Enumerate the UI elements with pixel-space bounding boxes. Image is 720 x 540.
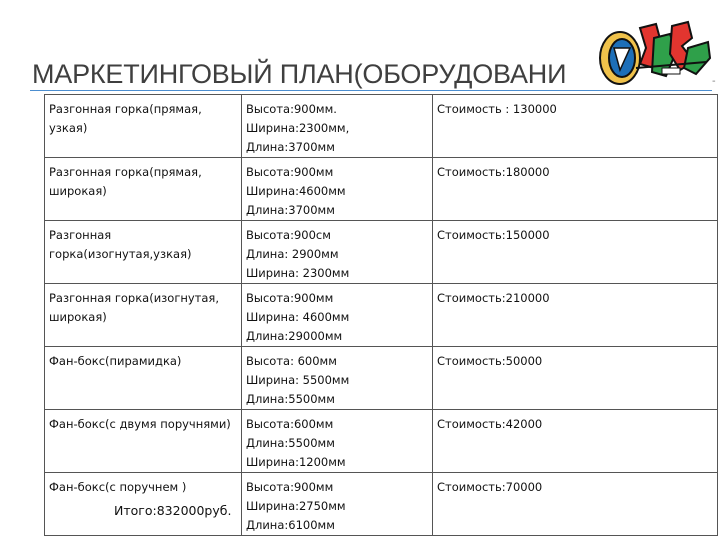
dimension-line: Ширина: 2300мм (246, 266, 350, 280)
dimension-line: Ширина:1200мм (246, 455, 346, 469)
graffiti-logo-icon (596, 18, 712, 90)
equipment-price: Стоимость:50000 (433, 347, 718, 410)
equipment-price: Стоимость : 130000 (433, 95, 718, 158)
dimension-line: Длина:29000мм (246, 329, 343, 343)
equipment-dimensions (242, 158, 433, 221)
dimension-line: Длина:5500мм (246, 436, 335, 450)
equipment-price: Стоимость:210000 (433, 284, 718, 347)
dimension-line: Ширина: 5500мм (246, 373, 350, 387)
dimension-line: Высота:900мм (246, 165, 334, 179)
table-row (45, 284, 718, 347)
equipment-name: Разгонная горка(изогнутая,узкая) (45, 221, 242, 284)
equipment-dimensions (242, 95, 433, 158)
dimension-line: Высота:900см (246, 228, 331, 242)
table-row (45, 158, 718, 221)
dimension-line: Ширина:2300мм, (246, 121, 350, 135)
equipment-dimensions (242, 347, 433, 410)
dimension-line: Ширина: 4600мм (246, 310, 350, 324)
equipment-table (44, 94, 718, 536)
dimension-line: Высота: 600мм (246, 354, 337, 368)
equipment-price: Стоимость:150000 (433, 221, 718, 284)
table-row (45, 95, 718, 158)
dimension-line: Высота:900мм (246, 480, 334, 494)
table-row (45, 221, 718, 284)
equipment-dimensions (242, 473, 433, 536)
equipment-price: Стоимость:70000 (433, 473, 718, 536)
equipment-dimensions (242, 221, 433, 284)
equipment-price: Стоимость:180000 (433, 158, 718, 221)
dimension-line: Ширина:4600мм (246, 184, 346, 198)
equipment-name: Разгонная горка(изогнутая, широкая) (45, 284, 242, 347)
dimension-line: Длина:6100мм (246, 518, 335, 532)
equipment-dimensions (242, 410, 433, 473)
table-row (45, 410, 718, 473)
dimension-line: Ширина:2750мм (246, 499, 346, 513)
corner-mark: - (712, 76, 716, 87)
title-underline (30, 90, 712, 91)
table-row (45, 347, 718, 410)
equipment-name: Разгонная горка(прямая, узкая) (45, 95, 242, 158)
equipment-name: Разгонная горка(прямая, широкая) (45, 158, 242, 221)
equipment-price: Стоимость:42000 (433, 410, 718, 473)
equipment-name: Фан-бокс(с двумя поручнями) (45, 410, 242, 473)
dimension-line: Высота:900мм. (246, 102, 337, 116)
dimension-line: Высота:900мм (246, 291, 334, 305)
page-title: МАРКЕТИНГОВЫЙ ПЛАН(ОБОРУДОВАНИ (32, 59, 567, 89)
equipment-name: Фан-бокс(пирамидка) (45, 347, 242, 410)
dimension-line: Длина: 2900мм (246, 247, 339, 261)
dimension-line: Длина:3700мм (246, 140, 335, 154)
dimension-line: Длина:3700мм (246, 203, 335, 217)
equipment-dimensions (242, 284, 433, 347)
total-sum: Итого:832000руб. (114, 503, 232, 518)
dimension-line: Высота:600мм (246, 417, 334, 431)
dimension-line: Длина:5500мм (246, 392, 335, 406)
equipment-name: Фан-бокс(с поручнем ) (45, 473, 242, 536)
